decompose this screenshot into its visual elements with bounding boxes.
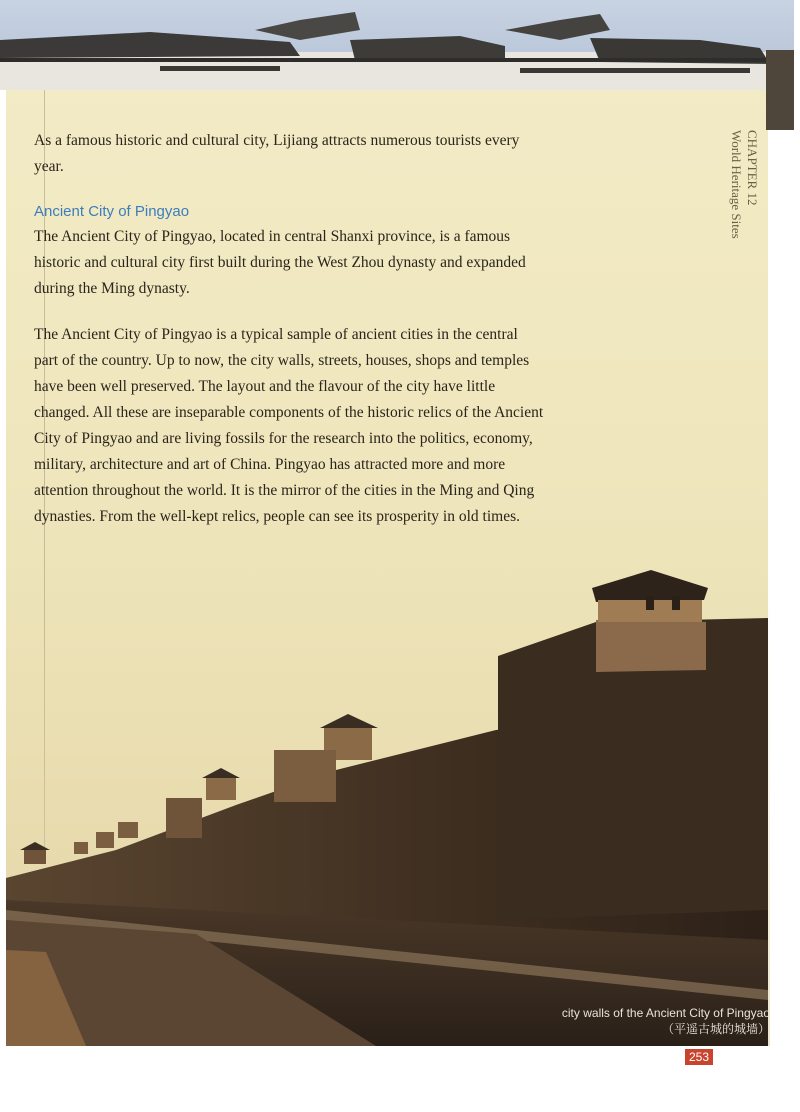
- chapter-title: World Heritage Sites: [729, 130, 744, 239]
- paragraph-2: The Ancient City of Pingyao is a typical sample of ancient cities in the central part of the country. Up to now, the city walls, streets, houses, shops and temples have been well preserved. The layout and the flavour of the city have little changed. All these are inseparable components of the historic relics of the Ancient City of Pingyao and are living fossils for the research into the politics, economy, military, architecture and art of China. Pingyao has attracted more and more attention throughout the world. It is the mirror of the cities in the Ming and Qing dynasties. From the well-kept relics, people can see its prosperity in old times.: [34, 326, 544, 525]
- photo-edge: [766, 90, 794, 130]
- chapter-label: CHAPTER 12: [745, 130, 760, 206]
- caption-chinese: （平遥古城的城墙）: [661, 1022, 770, 1036]
- paragraph-1: The Ancient City of Pingyao, located in central Shanxi province, is a famous historic and cultural city first built during the West Zhou dynasty and expanded during the Ming dynasty.: [34, 228, 526, 297]
- city-wall-photo: [6, 560, 770, 1046]
- page-number-badge: 253: [685, 1049, 713, 1065]
- caption-english: city walls of the Ancient City of Pingyao: [561, 1006, 770, 1020]
- photo-caption: [562, 1005, 770, 1037]
- rooftop-photo: [0, 0, 794, 90]
- section-heading: Ancient City of Pingyao: [34, 203, 190, 220]
- chapter-header: [728, 130, 760, 239]
- main-text: [34, 128, 544, 550]
- intro-paragraph: As a famous historic and cultural city, Lijiang attracts numerous tourists every year.: [34, 132, 520, 175]
